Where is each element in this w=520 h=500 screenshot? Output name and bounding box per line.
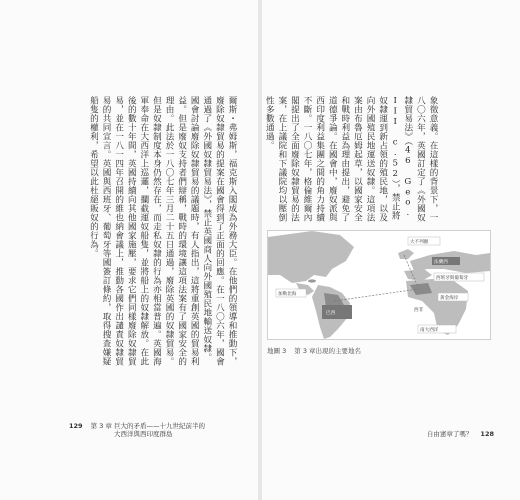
chapter-label: 第 3 章: [90, 422, 112, 430]
map-label-brazil: 巴西: [326, 311, 336, 316]
right-page-number: 128: [480, 430, 494, 438]
map-label-caribbean: 加勒比海: [278, 291, 297, 297]
map-label-britain: 大不列顛: [410, 239, 429, 245]
right-page: [262, 0, 520, 500]
map-caption-label: 地圖 3: [267, 347, 287, 355]
atlantic-map: [267, 230, 491, 340]
map-label-spain-portugal: 西班牙與葡萄牙: [436, 275, 469, 281]
left-page: [0, 0, 258, 500]
map-label-gold-coast: 黃金海岸: [440, 295, 459, 301]
caribbean-islands-shape: [308, 279, 316, 282]
right-page-footer: [262, 429, 500, 438]
map-caption-text: 第 3 章出現的主要地名: [294, 347, 362, 355]
map-label-france: 法蘭西: [434, 259, 448, 265]
map-svg: [268, 231, 490, 339]
map-label-west-africa: 西非: [414, 308, 424, 313]
right-page-body-text: 象徵意義。在這樣的背景下，一八〇六年，英國訂定了《外國奴隸貿易法》（46 Geo. III c.52），禁止將奴隸運到新占領的殖民地，以及向外國殖民地運送奴隸。這項法案由布魯厄姆起草，以國家安全和戰時利益為理由提出，避免了道德爭論。在國會中，廢奴派與西印度利益集團之間的角力持續不斷。一八〇七年，格倫維爾內閣提出了全面廢除奴隸貿易的法案，在上議院和下議院均以壓倒性多數通過。: [264, 96, 438, 229]
left-page-body-text: 爾斯・弗姆斯，福克斯入閣成為外務大臣。在他們的領導和推動下，廢除奴隸貿易的提案在國會得到了正面的回應。在一八〇六年，國會通過了《外國奴隸貿易法》，禁止英國商人向外國殖民地輸送奴隸。國會討論廢除奴隸貿易的議題時，有人指出，這將重創英國的貿易利益。但是廢奴支持者們辯稱，戰時的環境讓這項法案有了國家安全的理由。此法於一八〇七年三月二十五日通過，廢除英國的奴隸貿易。但是奴隸制度本身仍然存在，而走私奴隸的行為亦相當普遍。英國海軍奉命在大西洋上巡邏，攔截運奴船隻，並將船上的奴隸解放。在此後的數十年間，英國持續向其他國家施壓，要求它們同樣廢除奴隸貿易，並在一八一四年召開的維也納會議上，推動各國作出譴責奴隸貿易的共同宣言。英國與西班牙、葡萄牙等國簽訂條約，取得搜查嫌疑船隻的權利，希望以此杜絕販奴的行為。: [88, 96, 237, 366]
left-page-footer: [63, 422, 205, 438]
chapter-title: [114, 422, 205, 438]
map-caption: [267, 346, 367, 355]
chapter-title-line2: 大西洋與西印度群島: [114, 430, 173, 438]
left-page-number: 129: [69, 422, 83, 430]
chapter-title-line1: 巨大的矛盾——十九世紀前半的: [114, 422, 206, 430]
map-label-south-atlantic: 南大西洋: [420, 327, 439, 333]
running-title: 自由憲章了嗎？: [426, 430, 473, 438]
